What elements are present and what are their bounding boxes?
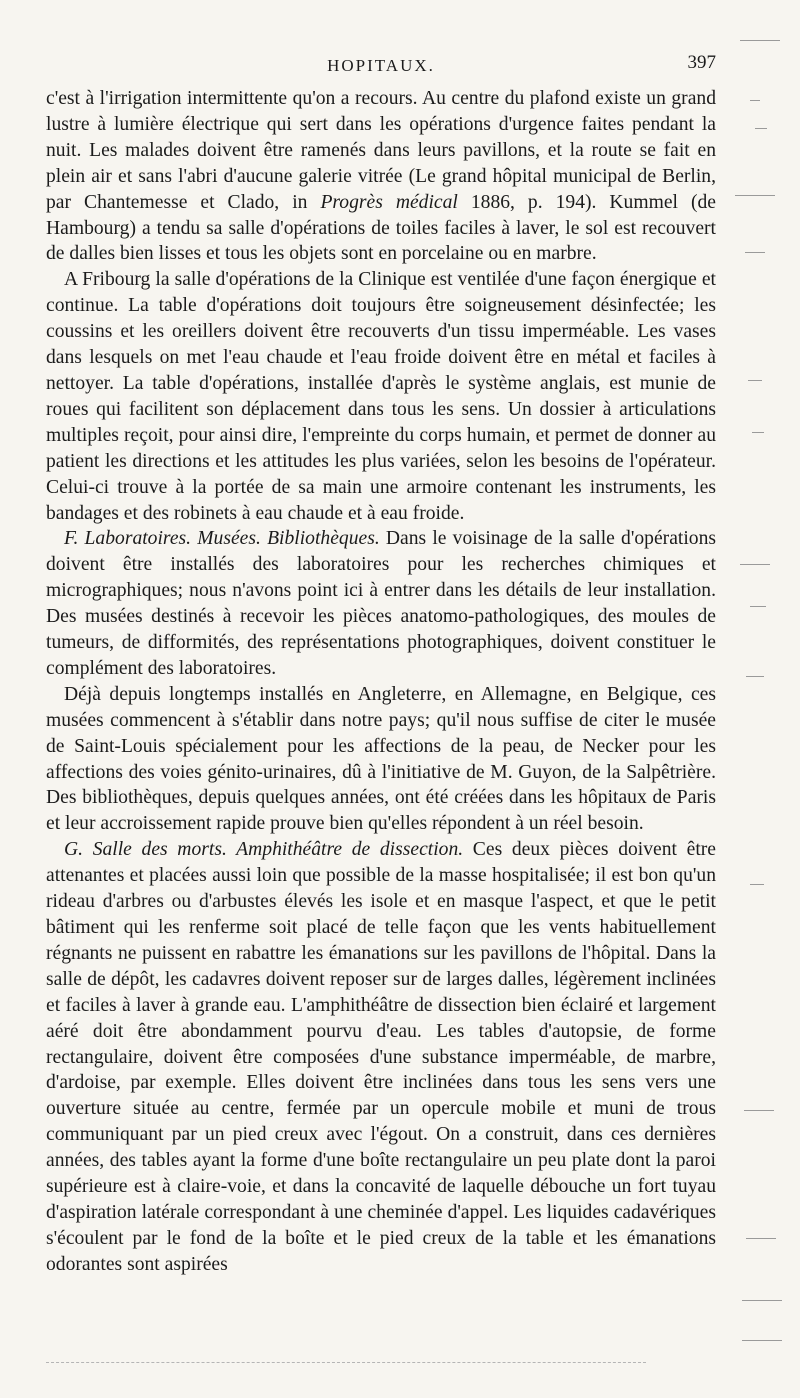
paragraph-5-text: Ces deux pièces doivent être attenantes et placées aussi loin que possible de la masse hospitalisée; il est bon qu'un rideau d'arbres ou d'arbustes élevés les isole et en masque l'aspect, et que le petit bâtiment qui les renferme soit placé de telle façon que les vents habituellement régnants ne puissent en rabattre les émanations sur les pavillons de l'hôpital. Dans la salle de dépôt, les cadavres doivent reposer sur de larges dalles, légèrement inclinées et faciles à laver à grande eau. L'amphithéâtre de dissection bien éclairé et largement aéré doit être abondamment pourvu d'eau. Les tables d'autopsie, de forme rectangulaire, doivent être composées d'une substance imperméable, de marbre, d'ardoise, par exemple. Elles doivent être inclinées dans tous les sens vers une ouverture située au centre, fermée par un opercule mobile et muni de trous communiquant par un pied creux avec l'égout. On a construit, dans ces dernières années, des tables ayant la forme d'une boîte rectangulaire un peu plate dont la paroi supérieure est à claire-voie, et dans la concavité de laquelle débouche un fort tuyau d'aspiration latérale correspondant à une cheminée d'appel. Les liquides cadavériques s'écoulent par le fond de la boîte et le pied creux de la table et les émanations odorantes sont aspirées — [46, 839, 717, 1275]
paragraph-1-text: c'est à l'irrigation intermittente qu'on a recours. Au centre du plafond existe un grand lustre à lumière électrique qui sert dans les opérations d'urgence faites pendant la nuit. Les malades doivent être ramenés dans leurs pavillons, et la route se fait en plein air et sans l'abri d'aucune galerie vitrée (Le grand hôpital municipal de Berlin, par Chantemesse et Clado, in — [46, 88, 716, 213]
paragraph-1 — [46, 86, 716, 267]
paragraph-3 — [46, 526, 716, 681]
section-heading-f: F. Laboratoires. Musées. Bibliothèques. — [64, 528, 380, 550]
paragraph-2: A Fribourg la salle d'opérations de la Clinique est ventilée d'une façon énergique et continue. La table d'opérations doit toujours être soigneusement désinfectée; les coussins et les oreillers doivent être recouverts d'un tissu imperméable. Les vases dans lesquels on met l'eau chaude et l'eau froide doivent être en métal et faciles à nettoyer. La table d'opérations, installée d'après le système anglais, est munie de roues qui facilitent son déplacement dans tous les sens. Un dossier à articulations multiples reçoit, pour ainsi dire, l'empreinte du corps humain, et permet de donner au patient les directions et les attitudes les plus variées, selon les besoins de l'opérateur. Celui-ci trouve à la portée de sa main une armoire contenant les instruments, les bandages et des robinets à eau chaude et à eau froide. — [46, 269, 716, 524]
page-header — [46, 52, 716, 82]
footer-bleed-through — [46, 1362, 646, 1369]
paragraph-4: Déjà depuis longtemps installés en Angleterre, en Allemagne, en Belgique, ces musées commencent à s'établir dans notre pays; qu'il nous suffise de citer le musée de Saint-Louis spécialement pour les affections de la peau, de Necker pour les affections des voies génito-urinaires, dû à l'initiative de M. Guyon, de la Salpêtrière. Des bibliothèques, depuis quelques années, ont été créées dans les hôpitaux de Paris et leur accroissement rapide prouve bien qu'elles répondent à un réel besoin. — [46, 683, 716, 835]
section-heading-g: G. Salle des morts. Amphithéâtre de dissection. — [64, 839, 464, 861]
citation-journal: Progrès médical — [320, 191, 458, 213]
paragraph-1-end: 1886, p. 194). Kummel (de Hambourg) a tendu sa salle d'opérations de toiles faciles à laver, le sol est recouvert de dalles bien lisses et tous les objets sont en porcelaine ou en marbre. — [46, 191, 716, 265]
margin-bleed-through — [720, 0, 800, 1398]
running-head: HOPITAUX. — [327, 56, 435, 75]
paragraph-3-text: Dans le voisinage de la salle d'opérations doivent être installés des laboratoires pour les recherches chimiques et micrographiques; nous n'avons point ici à entrer dans les détails de leur installation. Des musées destinés à recevoir les pièces anatomo-pathologiques, des moules de tumeurs, de difformités, des représentations photographiques, doivent constituer le complément des laboratoires. — [46, 528, 716, 679]
page-number: 397 — [687, 52, 716, 73]
paragraph-5 — [46, 837, 716, 1277]
body-text — [46, 86, 716, 1278]
